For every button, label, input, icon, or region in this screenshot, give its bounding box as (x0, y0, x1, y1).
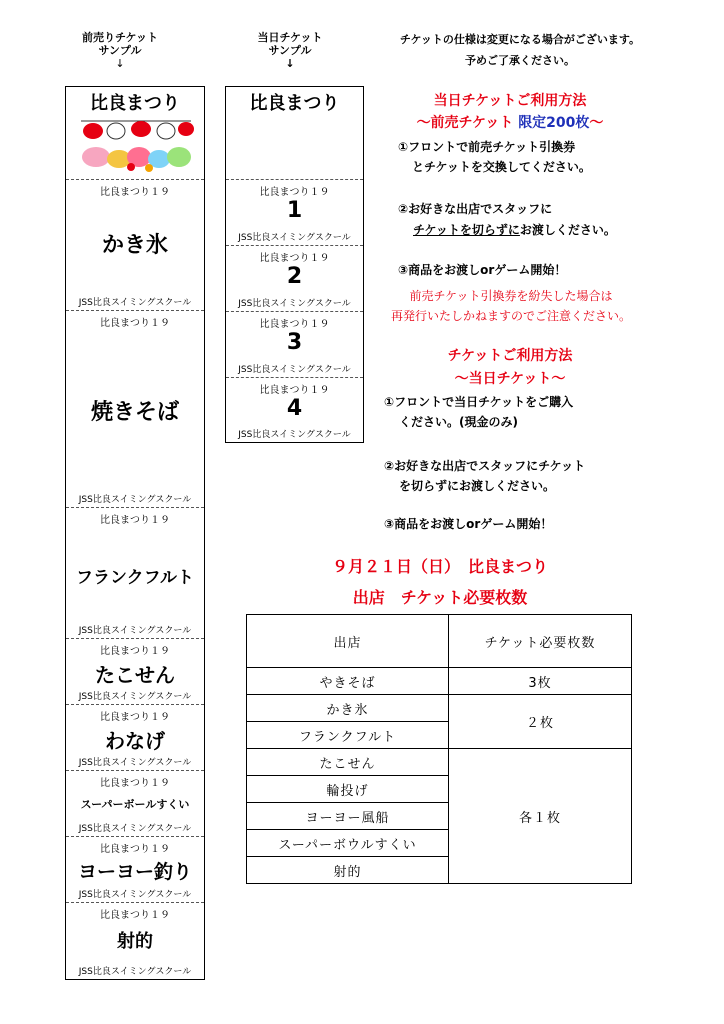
table-row (247, 695, 632, 722)
presale-header-line2: サンプル (98, 44, 142, 57)
stall-name: フランクフルト (247, 722, 449, 749)
presale-ticket (66, 639, 204, 705)
no-tear-underlined: チケットを切らずに (413, 223, 520, 237)
column-header-stall: 出店 (247, 615, 449, 668)
notice-line1: チケットの仕様は変更になる場合がございます。 (399, 33, 641, 46)
sameday-header-line1: 当日チケット (257, 31, 323, 44)
ticket-school-name: JSS比良スイミングスクール (78, 626, 192, 636)
stall-name: かき氷 (247, 695, 449, 722)
ticket-school-name: JSS比良スイミングスクール (238, 365, 351, 375)
ticket-item-name: 射的 (117, 931, 153, 952)
ticket-number: 4 (286, 396, 303, 421)
ticket-event-label: 比良まつり１９ (259, 385, 330, 396)
ticket-item-name: わなげ (105, 729, 165, 753)
notice-line2: 予めご了承ください。 (465, 54, 575, 67)
presale-step1-line2: とチケットを交換してください。 (412, 160, 591, 174)
ticket-count: 各１枚 (449, 749, 632, 884)
ticket-count: ２枚 (449, 695, 632, 749)
sameday-step2-line2: を切らずにお渡しください。 (399, 479, 556, 493)
sameday-ticket (226, 378, 363, 442)
spec-notice (370, 33, 670, 67)
festival-illustration (71, 115, 201, 175)
ticket-event-label: 比良まつり１９ (100, 318, 170, 329)
down-arrow-icon: ↓ (285, 57, 295, 70)
sameday-step1-line2: ください。(現金のみ) (399, 415, 518, 429)
presale-ticket (66, 705, 204, 771)
ticket-event-label: 比良まつり１９ (100, 646, 170, 657)
stall-name: たこせん (247, 749, 449, 776)
presale-sample-header (70, 31, 170, 70)
presale-title-ticket (66, 87, 204, 180)
lost-voucher-warning-line2: 再発行いたしかねますのでご注意ください。 (390, 309, 631, 323)
ticket-school-name: JSS比良スイミングスクール (78, 824, 192, 834)
sameday-header-line2: サンプル (268, 44, 312, 57)
ticket-school-name: JSS比良スイミングスクール (238, 299, 351, 309)
ticket-requirement-table (246, 614, 632, 884)
presale-title: 比良まつり (90, 93, 180, 114)
ticket-event-label: 比良まつり１９ (100, 778, 170, 789)
ticket-school-name: JSS比良スイミングスクール (78, 495, 192, 505)
table-header-row (247, 615, 632, 668)
sameday-step3: ③商品をお渡しorゲーム開始！ (384, 517, 553, 531)
sameday-usage-subtitle: ～当日チケット～ (454, 371, 566, 387)
ticket-item-name: たこせん (95, 663, 175, 687)
presale-step1-line1: ①フロントで前売チケット引換券 (398, 140, 576, 154)
ticket-item-name: フランクフルト (76, 568, 194, 588)
presale-step2-line1: ②お好きな出店でスタッフに (398, 202, 553, 216)
presale-step3: ③商品をお渡しorゲーム開始！ (398, 263, 567, 277)
sameday-step1-line1: ①フロントで当日チケットをご購入 (384, 395, 574, 409)
ticket-event-label: 比良まつり１９ (259, 253, 330, 264)
presale-ticket (66, 903, 204, 979)
stall-name: 射的 (247, 857, 449, 884)
table-row (247, 668, 632, 695)
ticket-item-name: ヨーヨー釣り (77, 861, 192, 883)
presale-step2-line2 (413, 221, 616, 239)
ticket-school-name: JSS比良スイミングスクール (78, 692, 192, 702)
ticket-item-name: スーパーボールすくい (80, 798, 190, 811)
ticket-number: 2 (286, 264, 303, 289)
ticket-item-name: かき氷 (101, 233, 168, 258)
ticket-event-label: 比良まつり１９ (259, 319, 330, 330)
sameday-title-ticket (226, 87, 363, 180)
presale-ticket-strip (65, 86, 205, 980)
sameday-sample-header (240, 31, 340, 70)
presale-usage-title: 当日チケットご利用方法 (433, 93, 587, 109)
ticket-school-name: JSS比良スイミングスクール (78, 758, 192, 768)
stall-name: ヨーヨー風船 (247, 803, 449, 830)
stall-name: 輪投げ (247, 776, 449, 803)
subtitle-prefix: ～前売チケット (416, 115, 514, 131)
presale-ticket (66, 508, 204, 639)
presale-header-line1: 前売りチケット (81, 31, 158, 44)
ticket-event-label: 比良まつり１９ (100, 712, 170, 723)
ticket-school-name: JSS比良スイミングスクール (238, 233, 351, 243)
presale-usage-subtitle (370, 114, 650, 132)
sameday-ticket (226, 246, 363, 312)
ticket-event-label: 比良まつり１９ (259, 187, 330, 198)
ticket-event-label: 比良まつり１９ (100, 910, 170, 921)
column-header-count: チケット必要枚数 (449, 615, 632, 668)
stall-name: やきそば (247, 668, 449, 695)
ticket-school-name: JSS比良スイミングスクール (78, 298, 192, 308)
step2-rest: お渡しください。 (519, 223, 616, 237)
ticket-count: 3枚 (449, 668, 632, 695)
lost-voucher-warning-line1: 前売チケット引換券を紛失した場合は (409, 289, 613, 303)
event-subtitle: 出店 チケット必要枚数 (352, 588, 528, 607)
sameday-ticket (226, 180, 363, 246)
event-date-title: ９月２１日（日） 比良まつり (331, 557, 548, 576)
ticket-event-label: 比良まつり１９ (100, 515, 170, 526)
sameday-usage-title: チケットご利用方法 (447, 348, 573, 364)
ticket-school-name: JSS比良スイミングスクール (78, 967, 192, 977)
subtitle-suffix: ～ (589, 115, 604, 131)
stall-name: スーパーボウルすくい (247, 830, 449, 857)
ticket-school-name: JSS比良スイミングスクール (78, 890, 192, 900)
ticket-number: 1 (286, 198, 303, 223)
sameday-ticket-strip (225, 86, 364, 443)
ticket-number: 3 (286, 330, 303, 355)
sameday-step2-line1: ②お好きな出店でスタッフにチケット (384, 459, 586, 473)
ticket-event-label: 比良まつり１９ (100, 187, 170, 198)
table-row (247, 749, 632, 776)
presale-ticket (66, 311, 204, 508)
sameday-title: 比良まつり (249, 93, 340, 114)
ticket-item-name: 焼きそば (90, 400, 179, 425)
ticket-school-name: JSS比良スイミングスクール (238, 430, 351, 440)
sameday-ticket (226, 312, 363, 378)
down-arrow-icon: ↓ (115, 57, 125, 70)
presale-ticket (66, 837, 204, 903)
ticket-event-label: 比良まつり１９ (100, 844, 170, 855)
limit-label: 限定200枚 (518, 115, 590, 131)
presale-ticket (66, 771, 204, 837)
presale-ticket (66, 180, 204, 311)
